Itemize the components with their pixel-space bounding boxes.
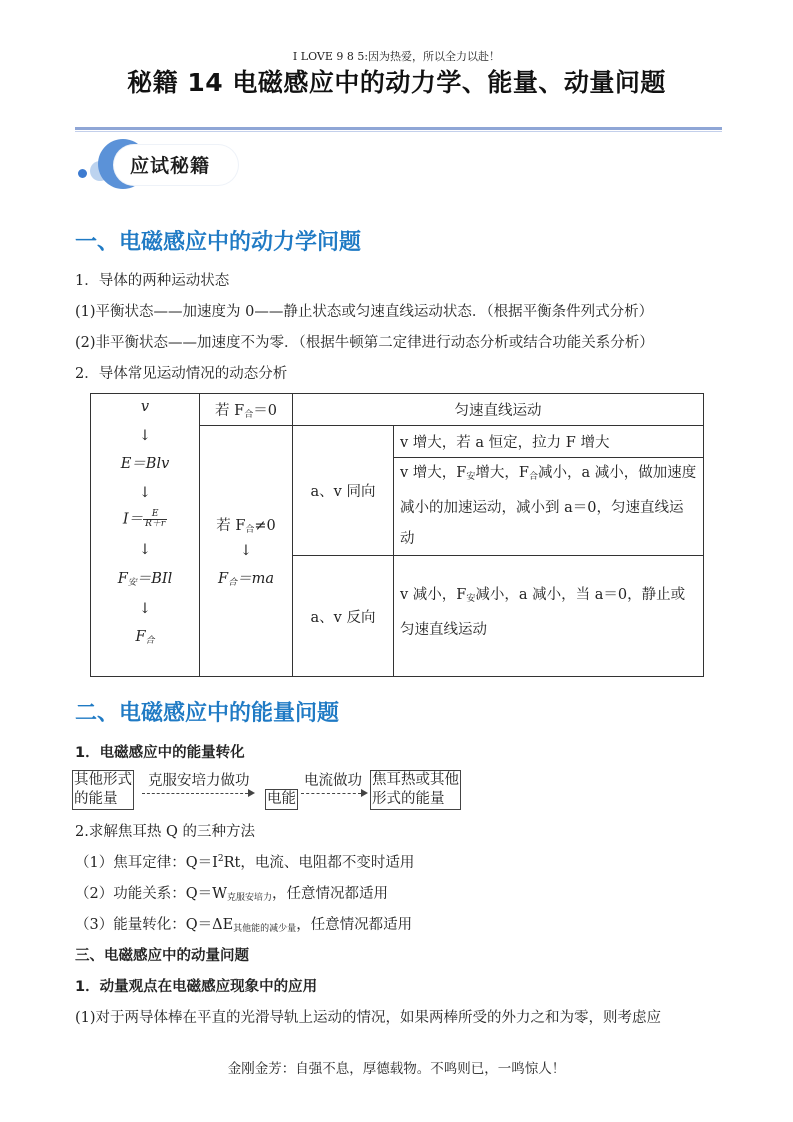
s3-item-1: 1．动量观点在电磁感应现象中的应用	[75, 979, 318, 995]
badge-label: 应试秘籍	[130, 155, 211, 177]
result-uniform: 匀速直线运动	[293, 394, 704, 426]
same-dir-result-1: v 增大，若 a 恒定，拉力 F 增大	[394, 426, 704, 458]
chain-arrow: ↓	[138, 484, 152, 501]
chain-arrow: ↓	[138, 427, 152, 444]
flow-label-overcome: 克服安培力做功	[148, 773, 250, 789]
dir-opposite: a、v 反向	[293, 556, 394, 677]
section-3-heading: 三、电磁感应中的动量问题	[75, 948, 249, 964]
badge-dot-small	[78, 169, 87, 178]
chain-emf: E＝Blv	[120, 456, 170, 472]
section-badge	[78, 137, 238, 197]
s2-item-2: 2.求解焦耳热 Q 的三种方法	[75, 824, 255, 840]
section-2-heading: 二、电磁感应中的能量问题	[75, 701, 340, 726]
flow-box-other-energy: 其他形式 的能量	[72, 770, 134, 810]
energy-flow-diagram	[72, 770, 472, 812]
flow-arrowhead-2	[361, 789, 368, 797]
flow-box-joule: 焦耳热或其他 形式的能量	[370, 770, 461, 810]
same-dir-result-2: v 增大，$F_安$增大，$F_合$减小，a 减小，做加速度减小的加速运动，减小到 a＝0，匀速直线运动	[394, 458, 704, 556]
s1-item-1a: (1)平衡状态——加速度为 0——静止状态或匀速直线运动状态．（根据平衡条件列式分析）	[75, 304, 654, 320]
s2-method-1: （1）焦耳定律：$Q=I^2Rt$，电流、电阻都不变时适用	[75, 854, 415, 871]
s3-item-1a: (1)对于两导体棒在平直的光滑导轨上运动的情况，如果两棒所受的外力之和为零，则考虑应	[75, 1010, 662, 1026]
s2-method-2: （2）功能关系：$Q=W_{克服安培力}$，任意情况都适用	[75, 886, 389, 903]
flow-box-electric: 电能	[265, 789, 298, 810]
chain-net-force: $F_合$	[135, 629, 155, 646]
dynamics-table	[90, 393, 704, 677]
chain-arrow: ↓	[138, 600, 152, 617]
flow-arrow-1	[142, 793, 248, 794]
causal-chain-cell	[91, 394, 200, 677]
chain-current: I＝ $\frac{E}{R+r}$	[122, 509, 166, 529]
s2-item-1: 1．电磁感应中的能量转化	[75, 745, 245, 761]
frac-denominator: R＋r	[145, 519, 166, 529]
cond-nonzero: 若 $F_合\ne 0$ ↓ $F_合=ma$	[200, 426, 293, 677]
flow-arrowhead-1	[248, 789, 255, 797]
chain-ampere-force: $F_安=BIl$	[117, 570, 173, 588]
section-1-heading: 一、电磁感应中的动力学问题	[75, 230, 362, 255]
flow-label-current: 电流做功	[304, 773, 362, 789]
frac-numerator: E	[143, 510, 167, 520]
footer-motto: 金刚金芳：自强不息，厚德载物。不鸣则已，一鸣惊人！	[227, 1061, 566, 1077]
flow-arrow-2	[301, 793, 361, 794]
s2-method-3: （3）能量转化：$Q=\Delta E_{其他能的减少量}$，任意情况都适用	[75, 917, 413, 934]
s1-item-1: 1．导体的两种运动状态	[75, 273, 230, 289]
dir-same: a、v 同向	[293, 426, 394, 556]
page-title: 秘籍 14 电磁感应中的动力学、能量、动量问题	[127, 68, 666, 97]
chain-arrow: ↓	[138, 542, 152, 558]
title-divider	[75, 127, 722, 133]
opp-dir-result: v 减小，$F_安$减小，a 减小，当 a＝0，静止或匀速直线运动	[394, 556, 704, 677]
cond-zero: 若 $F_合=0$	[200, 394, 293, 426]
s1-item-1b: (2)非平衡状态——加速度不为零．（根据牛顿第二定律进行动态分析或结合功能关系分析）	[75, 335, 654, 351]
s1-item-2: 2．导体常见运动情况的动态分析	[75, 366, 288, 382]
chain-v: v	[140, 399, 150, 415]
header-motto: I LOVE 9 8 5:因为热爱，所以全力以赴！	[292, 50, 501, 63]
